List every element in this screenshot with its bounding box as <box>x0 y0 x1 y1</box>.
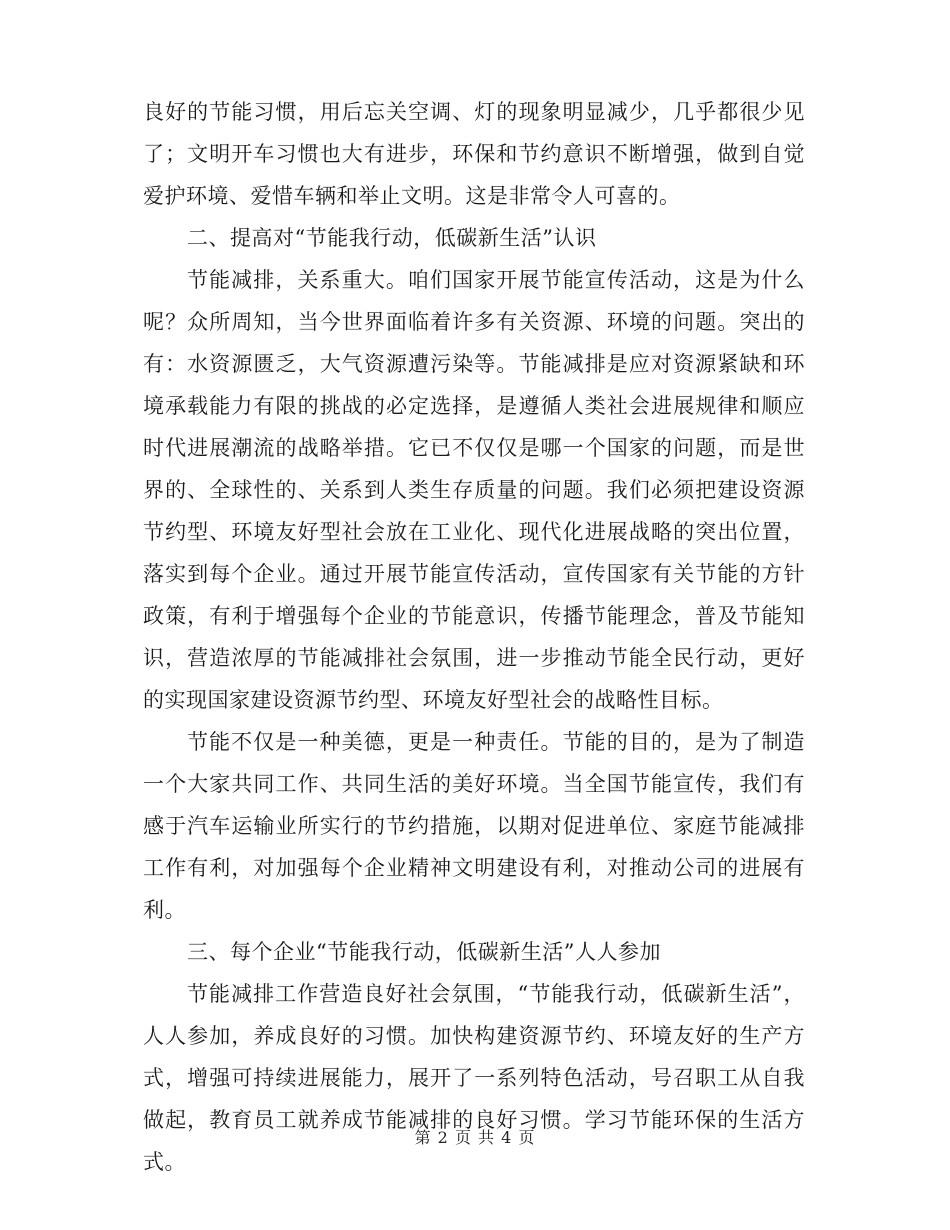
text-line: 呢？众所周知，当今世界面临着许多有关资源、环境的问题。突出的 <box>143 310 805 334</box>
text-line: 境承载能力有限的挑战的必定选择，是遵循人类社会进展规律和顺应 <box>143 394 805 418</box>
text-line: 时代进展潮流的战略举措。它已不仅仅是哪一个国家的问题，而是世 <box>143 436 805 460</box>
text-line: 节能不仅是一种美德，更是一种责任。节能的目的，是为了制造 <box>187 730 805 754</box>
page-number-footer: 第 2 页 共 4 页 <box>414 1128 536 1147</box>
text-line: 感于汽车运输业所实行的节约措施，以期对促进单位、家庭节能减排 <box>143 814 805 838</box>
text-line: 式，增强可持续进展能力，展开了一系列特色活动，号召职工从自我 <box>143 1066 805 1090</box>
text-line: 识，营造浓厚的节能减排社会氛围，进一步推动节能全民行动，更好 <box>143 646 805 670</box>
text-line: 式。 <box>143 1150 186 1174</box>
text-line: 人人参加，养成良好的习惯。加快构建资源节约、环境友好的生产方 <box>143 1024 805 1048</box>
text-line: 做起，教育员工就养成节能减排的良好习惯。学习节能环保的生活方 <box>143 1108 805 1132</box>
text-line: 一个大家共同工作、共同生活的美好环境。当全国节能宣传，我们有 <box>143 772 805 796</box>
section-heading: 三、每个企业“节能我行动，低碳新生活”人人参加 <box>187 940 661 964</box>
text-line: 节能减排，关系重大。咱们国家开展节能宣传活动，这是为什么 <box>187 268 805 292</box>
text-line: 利。 <box>143 898 186 922</box>
text-line: 了；文明开车习惯也大有进步，环保和节约意识不断增强，做到自觉 <box>143 142 805 166</box>
text-line: 节能减排工作营造良好社会氛围，“节能我行动，低碳新生活”， <box>187 982 805 1006</box>
text-line: 工作有利，对加强每个企业精神文明建设有利，对推动公司的进展有 <box>143 856 805 880</box>
text-line: 节约型、环境友好型社会放在工业化、现代化进展战略的突出位置， <box>143 520 805 544</box>
text-line: 爱护环境、爱惜车辆和举止文明。这是非常令人可喜的。 <box>143 184 681 208</box>
text-line: 的实现国家建设资源节约型、环境友好型社会的战略性目标。 <box>143 688 724 712</box>
text-line: 落实到每个企业。通过开展节能宣传活动，宣传国家有关节能的方针 <box>143 562 805 586</box>
text-line: 政策，有利于增强每个企业的节能意识，传播节能理念，普及节能知 <box>143 604 805 628</box>
text-line: 界的、全球性的、关系到人类生存质量的问题。我们必须把建设资源 <box>143 478 805 502</box>
section-heading: 二、提高对“节能我行动，低碳新生活”认识 <box>187 226 597 250</box>
text-line: 良好的节能习惯，用后忘关空调、灯的现象明显减少，几乎都很少见 <box>143 100 805 124</box>
text-line: 有：水资源匮乏，大气资源遭污染等。节能减排是应对资源紧缺和环 <box>143 352 805 376</box>
